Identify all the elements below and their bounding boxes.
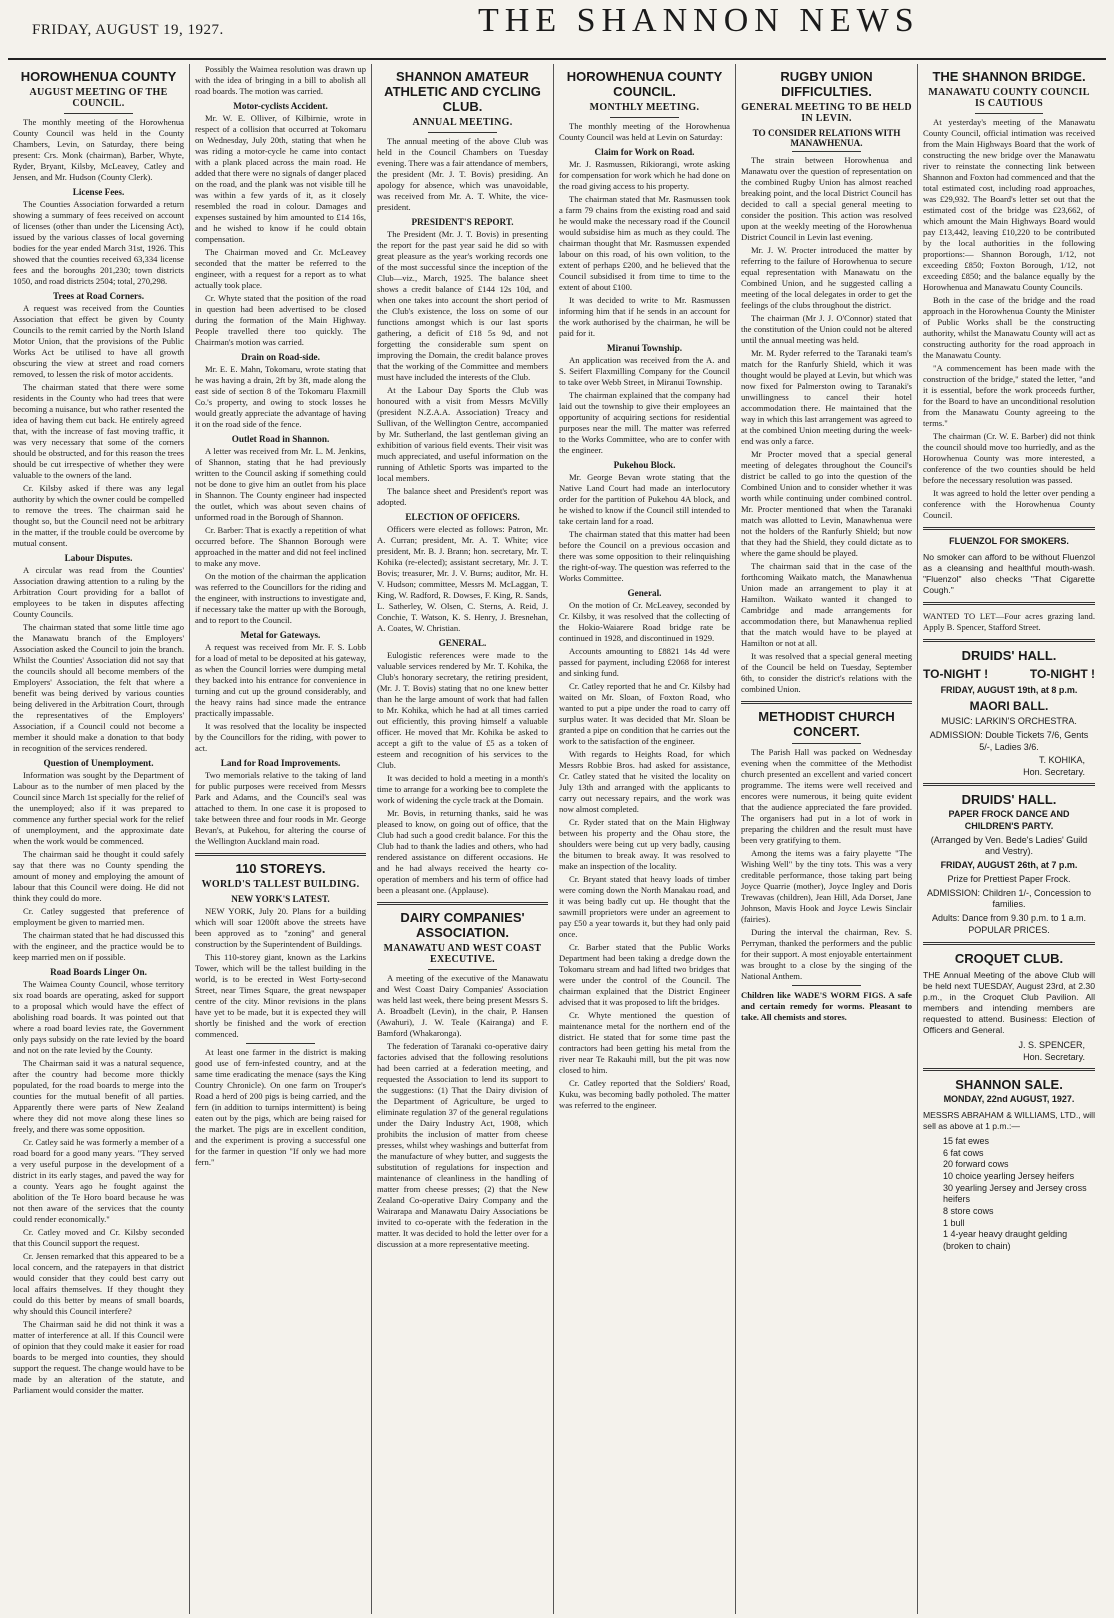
paragraph: Mr Procter moved that a special general meeting of delegates throughout the Council's district be called to go into the question of the Combined Union and to consider whether it was worth while continuing under combined control. Mr. Procter mentioned that when the Taranaki match was allotted to Levin, Manawhenua were not the holders of the Ranfurly Shield; but now that they had the Shield, they could dictate as to where the game should be played.: [741, 448, 912, 558]
paragraph: On the motion of the chairman the application was referred to the Councillors for the riding and the engineer, with instructions to investigate and, if necessary take the matter up with the Borough, and to report to the Council.: [195, 571, 366, 625]
article-subtitle: MONTHLY MEETING.: [589, 101, 700, 113]
ad-text: No smoker can afford to be without Fluenzol as a cleansing and healthful mouth-wash. "Fluenzol" also checks "That Cigarette Cough.": [923, 551, 1095, 595]
paragraph: With regards to Heights Road, for which Messrs Robbie Bros. had asked for assistance, Cr. Catley stated that he visited the locality on July 13th and arranged with the applicants to carry out necessary repairs, and the work was now almost completed.: [559, 748, 730, 814]
paragraph: The monthly meeting of the Horowhenua County Council was held at Levin on Saturday:: [559, 120, 730, 142]
druids-hall-ad-2: [923, 792, 1095, 936]
ad-signature-role: Hon. Secretary.: [1023, 1052, 1085, 1063]
section-divider: [923, 942, 1095, 945]
article-subtitle: WORLD'S TALLEST BUILDING.: [201, 878, 360, 890]
paragraph: Cr. Bryant stated that heavy loads of timber were coming down the North Manakau road, and it was being badly cut up. He thought that the sawmill proprietors were under an agreement to pay £50 a year towards it, but they had only paid once.: [559, 873, 730, 939]
divider: [792, 985, 860, 986]
paragraph: The Parish Hall was packed on Wednesday evening when the committee of the Methodist church presented an excellent and varied concert programme. The items were well received and encores were numerous, it being quite evident that the audience appreciated the fare provided. The organisers had put in a lot of work in preparing the children and the result must have been very gratifying to them.: [741, 746, 912, 845]
paragraph: Cr. Catley moved and Cr. Kilsby seconded that this Council support the request.: [13, 1226, 184, 1248]
worm-figs-ad: Children like WADE'S WORM FIGS. A safe and certain remedy for worms. Pleasant to take. All chemists and stores.: [741, 989, 912, 1022]
paragraph: Both in the case of the bridge and the road approach in the Horowhenua County the Minister of Public Works shall be the constructing authority, whilst the Manawatu County will act as constructing authority for the road approach in the Manawatu County.: [923, 294, 1095, 360]
paragraph: The chairman stated that he had discussed this with the engineer, and the practice would be to keep married men on if possible.: [13, 929, 184, 962]
sale-item: 15 fat ewes: [943, 1135, 990, 1146]
paragraph: An application was received from the A. and S. Seifert Flaxmilling Company for the Council to take over Webb Street, in Miranui Township.: [559, 354, 730, 387]
paragraph: Cr. Catley suggested that preference of employment be given to married men.: [13, 905, 184, 927]
section-divider: [923, 783, 1095, 786]
subhead: Miranui Township.: [606, 342, 683, 353]
druids-hall-ad-1: [923, 648, 1095, 778]
divider: [428, 969, 496, 970]
paragraph: "A commencement has been made with the construction of the bridge," stated the letter, "and it is essential, before the work proceeds further, for the Board to have an unconditional resolution from the Manawatu County agreeing to the terms.": [923, 362, 1095, 428]
ad-admission: ADMISSION: Children 1/-, Concession to families.: [926, 887, 1092, 910]
shannon-sale-ad: [923, 1077, 1095, 1253]
paragraph: A meeting of the executive of the Manawatu and West Coast Dairy Companies' Association was held last week, there being present Messrs S. A. Broadbelt (Levin), in the chair, P. Hansen (Awahuri), J. W. Teale (Kairanga) and F. Bamford (Whakaronga).: [377, 972, 548, 1038]
paragraph: A circular was read from the Counties' Association drawing attention to a ruling by the Arbitration Court providing for a ballot of employees to be taken in disputes affecting County Councils.: [13, 564, 184, 619]
paragraph: A request was received from Mr. F. S. Lobb for a load of metal to be deposited at his gateway, as when the Council lorries were dumping metal they backed into his entrance for convenience in turning and cut up the ground considerably, and the heavy rains had since made the entrance practically impassable.: [195, 642, 366, 718]
paragraph: At least one farmer in the district is making good use of fern-infested country, and at the same time eradicating the menace (says the King Country Chronicle). On one farm on Trouper's Road a herd of 200 pigs is being carried, and the fern (in addition to turnips intermittent) is being eaten out by the pigs, which are being raised for the market. The pigs are in excellent condition, and the experiment is proving a successful one for the farmer in question "If only we had more fern.": [195, 1046, 366, 1167]
paragraph: The chairman said that in the case of the forthcoming Waikato match, the Manawhenua Union made an arrangement to play it at Hamilton. Waikato wanted it changed to Cambridge and made arrangements for accommodation there, but Manawhenua replied that the match would have to be played at Hamilton or not at all.: [741, 560, 912, 648]
subhead: Outlet Road in Shannon.: [231, 434, 330, 444]
column-1: [8, 64, 190, 1614]
ad-signature: J. S. SPENCER,: [1018, 1040, 1085, 1051]
subhead: Claim for Work on Road.: [594, 146, 695, 157]
column-3: [372, 64, 554, 1614]
subhead: Drain on Road-side.: [241, 352, 320, 362]
paragraph: The chairman stated that this matter had been before the Council on a previous occasion and there was some opposition to their relinquishing the right-of-way. The question was referred to the Works Committee.: [559, 528, 730, 583]
paragraph: On the motion of Cr. McLeavey, seconded by Cr. Kilsby, it was resolved that the collecting of the Hokio-Waiarere Road bridge rate be continued in 1928, and discontinued in 1929.: [559, 599, 730, 643]
article-title-storeys: 110 STOREYS.: [235, 861, 326, 876]
article-subtitle: MANAWATU AND WEST COAST EXECUTIVE.: [383, 942, 542, 965]
subhead: Land for Road Improvements.: [220, 758, 341, 768]
paragraph: Mr. W. E. Olliver, of Kilbirnie, wrote in respect of a collision that occurred at Tokomaru on Wednesday, July 20th, stating that when he was riding a motor-cycle he came into contact with a plank placed across the main road. He added that there were no signals of danger placed on the road, and the plank was not visible till he was within a few yards of it, as it closely resembled the road in colour. Damages and expenses sustained by him amounted to £14 16s, and he wished to know if he could obtain compensation.: [195, 113, 366, 244]
paragraph: Cr. Barber: That is exactly a repetition of what occurred before. The Shannon Borough were approached in the matter and did not feel inclined to make any move.: [195, 525, 366, 568]
paragraph: Accounts amounting to £8821 14s 4d were passed for payment, including £2068 for interest and sinking fund.: [559, 645, 730, 678]
tonight-left: TO-NIGHT !: [923, 666, 989, 681]
paragraph: Cr. Catley reported that the Soldiers' Road, Kuku, was becoming badly potholed. The matter was referred to the engineer.: [559, 1077, 730, 1110]
section-divider: [923, 639, 1095, 642]
section-divider: [923, 602, 1095, 605]
paragraph: Information was sought by the Department of Labour as to the number of men placed by the Council since March 1st specially for the relief of the unemployed; also if it was prepared to commence any further special work for the relief of unemployment, and the approximate date when the work would be commenced.: [13, 769, 184, 846]
article-title-county-council: HOROWHENUA COUNTY COUNCIL.: [566, 69, 723, 99]
column-2: [190, 64, 372, 1614]
ad-event: MAORI BALL.: [969, 699, 1049, 714]
paragraph: The Waimea County Council, whose territory six road boards are operating, asked for support to a proposal which would have the effect of abolishing road boards. It was pointed out that where a road board levies rate, the Government only pays subsidy on the rate levied by the board and not on the rate levied by the County.: [13, 978, 184, 1055]
paragraph: Two memorials relative to the taking of land for public purposes were received from Messrs Park and Adams, and the Council's seal was attached to them. In one case it is proposed to take between three and four roods in Mr. George Bevan's, at Pukehou, for altering the course of the Wellington Auckland main road.: [195, 770, 366, 846]
sale-item: 20 forward cows: [943, 1159, 1009, 1170]
article-title-dairy: DAIRY COMPANIES' ASSOCIATION.: [400, 909, 525, 940]
paragraph: The Counties Association forwarded a return showing a summary of fees received on account of licenses (other than under the Licensing Act), issued by the various classes of local governing bodies for the year ended March 31st, 1926. This showed that the counties received 63,334 license fees and the boroughs 201,230; town districts 1050, and road districts 2504; total, 270,298.: [13, 198, 184, 286]
sale-item: 30 yearling Jersey and Jersey cross heifers: [943, 1182, 1087, 1205]
divider: [610, 117, 678, 118]
article-kicker: TO CONSIDER RELATIONS WITH MANAWHENUA.: [752, 127, 901, 148]
wanted-ad: WANTED TO LET—Four acres grazing land. Apply B. Spencer, Stafford Street.: [923, 610, 1095, 632]
article-title-rugby: RUGBY UNION DIFFICULTIES.: [780, 69, 873, 99]
ad-signature-role: Hon. Secretary.: [1023, 767, 1085, 778]
section-divider: [741, 701, 912, 704]
paragraph: The chairman said he thought it could safely say that there was no County spending the amount of money and employing the amount of labour that this Council were doing. He did not think they could do more.: [13, 848, 184, 903]
section-divider: [377, 902, 548, 905]
section-divider: [923, 1068, 1095, 1071]
paragraph: A request was received from the Counties Association that effect be given by County Councils to the remit carried by the North Island Motor Union, that the provisions of the Public Works Act be utilised to have all growth obscuring the view at street and road corners removed, to lessen the risk of motor accidents.: [13, 302, 184, 379]
paragraph: Cr. Ryder stated that on the Main Highway between his property and the Ohau store, the shoulders were being cut up very badly, causing the bitumen to break away. It was resolved to make an inspection of the locality.: [559, 816, 730, 871]
ad-arranged: (Arranged by Ven. Bede's Ladies' Guild and Vestry).: [930, 834, 1088, 857]
paragraph: It was decided to write to Mr. Rasmussen informing him that if he sends in an account for the work authorised by the chairman, he will be paid for it.: [559, 294, 730, 338]
divider: [246, 1043, 314, 1044]
paragraph: Mr. Bovis, in returning thanks, said he was pleased to know, on going out of office, that the Club had such a good credit balance. For this the Club had to thank the ladies and others, who had rendered assistance on different occasions. He and he had always received the hearty co-operation of members and his term of office had been a pleasant one. (Applause).: [377, 807, 548, 895]
ad-title: DRUIDS' HALL.: [961, 792, 1057, 808]
divider: [428, 132, 496, 133]
sale-item: 1 bull: [943, 1217, 965, 1228]
subhead: Pukehou Block.: [613, 459, 676, 470]
paragraph: Mr. J. W. Procter introduced the matter by referring to the failure of Horowhenua to secure equal representation with Manawatu on the Combined Union, and he suggested calling a meeting of the local delegates in order to get the feelings of the clubs throughout the district.: [741, 244, 912, 310]
paragraph: The balance sheet and President's report was adopted.: [377, 485, 548, 507]
paragraph: Possibly the Waimea resolution was drawn up with the idea of bringing in a bill to abolish all road boards. The motion was carried.: [195, 64, 366, 96]
sale-item: 1 4-year heavy draught gelding (broken to chain): [943, 1229, 1068, 1252]
subhead: Question of Unemployment.: [43, 757, 154, 768]
paragraph: At the Labour Day Sports the Club was honoured with a visit from Messrs McVilly (president N.Z.A.A. Association) Treacy and Sullivan, of the Wellington Centre, accompanied by Mr. Sutherland, the last gentleman giving an exhibition of various field events. Their visit was much appreciated, and useful information on the running of Athletic Sports was imparted to the local members.: [377, 384, 548, 483]
paragraph: Officers were elected as follows: Patron, Mr. A. Curran; president, Mr. A. T. White; vice president, Mr. B. J. Brann; hon. secretary, Mr. T. Kohika (re-elected); assistant secretary, Mr. J. T. Bovis; treasurer, Mr. J. V. Burns; auditor, Mr. H. V. Hudson; committee, Messrs M. McLaggan, T. King, W. Radford, R. Dowses, F. King, R. Sands, L. Satherley, W. Olsen, C. Sterns, A. Reid, J. Conchie, T. Watson, K. S. Henry, J. Bresnehan, A. Coates, W. Christian.: [377, 523, 548, 633]
dateline: FRIDAY, AUGUST 19, 1927.: [32, 22, 224, 38]
paragraph: The chairman stated that some little time ago the Manawatu branch of the Employers' Association asked the Council to join the branch. Whilst the Counties' Association did not say that the councils should all become members of the Employers' Association, the felt that where a benefit was being derived by various counties being delivered in the Arbitration Court, through the representatives of the Employers' Association, if a Council could not become a member it should make a donation to that body in recognition of the services rendered.: [13, 621, 184, 753]
ad-intro: MESSRS ABRAHAM & WILLIAMS, LTD., will sell as above at 1 p.m.:—: [923, 1109, 1095, 1131]
article-title-methodist: METHODIST CHURCH CONCERT.: [758, 708, 895, 739]
paragraph: A letter was received from Mr. L. M. Jenkins, of Shannon, stating that he had previously written to the Council asking if something could not be done to give him an outlet from his place in Shannon. The County engineer had inspected the outlet, which was about seven chains of unformed road in the Borough of Shannon.: [195, 446, 366, 522]
subhead: Motor-cyclists Accident.: [233, 101, 328, 111]
paragraph: Among the items was a fairy playette "The Wishing Well" by the tiny tots. This was a very creditable performance, those taking part being Joyce Quarrie (mother), Joyce Ingley and Doris Trewavas (children), Jean Hill, Ada Dorset, Jane Johnson, Mavis Hook and Joyce Lewis Sinclair (fairies).: [741, 847, 912, 924]
paragraph: The strain between Horowhenua and Manawatu over the question of representation on the combined Rugby Union has almost reached breaking point, and the local District Council has decided to call a special general meeting to consider the position. This action was resolved upon at the weekly meeting of the Horowhenua District Council in Levin last evening.: [741, 154, 912, 242]
article-subtitle: ANNUAL MEETING.: [412, 116, 513, 128]
sale-item: 8 store cows: [943, 1206, 994, 1217]
tonight-banner: [923, 667, 1095, 681]
section-divider: [195, 853, 366, 856]
paragraph: It was resolved that the locality be inspected by the Councillors for the riding, with power to act.: [195, 721, 366, 753]
paragraph: Cr. Jensen remarked that this appeared to be a local concern, and the ratepayers in that district would consider that they could best carry out local affairs themselves. If they thought they could do this better by means of small boards, why should this Council interfere?: [13, 1250, 184, 1316]
paragraph: The annual meeting of the above Club was held in the Council Chambers on Tuesday evening. There was a fair attendance of members, the president (Mr. J. T. Bovis) presiding. An apology for absence, which was unavoidable, was received from Mr. A. T. White, the vice-president.: [377, 135, 548, 212]
paragraph: Mr. George Bevan wrote stating that the Native Land Court had made an interlocutory order for the partition of Pukehou 4A block, and he wished to know if the Council still intended to take certain land for a road.: [559, 471, 730, 526]
subhead: Metal for Gateways.: [240, 630, 321, 640]
paragraph: Cr. Whyte stated that the position of the road in question had been advertised to be closed during the formation of the Main Highway. People travelled there too quickly. The Chairman's motion was carried.: [195, 293, 366, 347]
divider: [792, 151, 860, 152]
paragraph: Cr. Kilsby asked if there was any legal authority by which the owner could be compelled to remove the trees. The chairman said he thought so, but the Council need not be arbitrary in the matter, if the trouble could be overcome by mutual consent.: [13, 482, 184, 548]
subhead: License Fees.: [72, 186, 125, 197]
article-subtitle: AUGUST MEETING OF THE COUNCIL.: [29, 86, 168, 109]
paragraph: Cr. Whyte mentioned the question of maintenance metal for the northern end of the district. He stated that for some time past the contractors had been getting his metal from the river near Te Rakauhi mill, but the pit was now closed to him.: [559, 1009, 730, 1075]
paragraph: Cr. Catley reported that he and Cr. Kilsby had waited on Mr. Sloan, of Foxton Road, who wanted to put a pipe under the road to carry off surplus water. It was decided that Mr. Sloan be granted a pipe on condition that he carries out the work to the satisfaction of the engineer.: [559, 680, 730, 746]
paragraph: The monthly meeting of the Horowhenua County Council was held in the County Chambers, Levin, on Saturday, there being present: Crs. Monk (chairman), Barber, Whyte, Ryder, Bryant, Kilsby, McLeavey, Catley and Jensen, and Mr. Hudson (County Clerk).: [13, 116, 184, 182]
subhead: Labour Disputes.: [64, 552, 133, 563]
ad-date: FRIDAY, AUGUST 19th, at 8 p.m.: [940, 684, 1078, 695]
paragraph: The Chairman said he did not think it was a matter of interference at all. If this Council were of opinion that they could make it easier for road boards to be merged into counties, they should support the request. The change would have to be made by an alteration of the statute, and Parliament would consider the matter.: [13, 1318, 184, 1395]
ad-prize: Prize for Prettiest Paper Frock.: [947, 873, 1071, 884]
paragraph: The chairman stated that Mr. Rasmussen took a farm 79 chains from the existing road and said he would make the necessary road if the Council would subsidise him as much as they could. The chairman thought that Mr. Rasmussen expended labour on this road, of his own volition, to the extent of perhaps £200, and he believed that the Council subsidised it from time to time to the extent of about £100.: [559, 193, 730, 292]
paragraph: This 110-storey giant, known as the Larkins Tower, which will be the tallest building in the world, is to be erected in West Forty-second Street, near Times Square, the great newspaper centre of the city. Minor revisions in the plans have yet to be made, but it is expected they will shortly be finished and the work of erection commenced.: [195, 951, 366, 1039]
paragraph: Mr. M. Ryder referred to the Taranaki team's match for the Ranfurly Shield, which it was thought would be played at Levin, but which was now fixed for Palmerston owing to Taranaki's unwillingness to cancel their hotel accommodation there. He maintained that the way in which this last arrangement was agreed to at the combined Union meeting during the week-end was only a farce.: [741, 347, 912, 446]
article-title-bridge: THE SHANNON BRIDGE.: [932, 69, 1086, 84]
sale-item: 6 fat cows: [943, 1147, 984, 1158]
paragraph: Cr. Catley said he was formerly a member of a road board for a good many years. "They served a very useful purpose in the development of a district in its early stages, and paved the way for a county. Years ago he fought against the abolition of the Te Horo board because he was not then aware of the services that the county could render economically.": [13, 1136, 184, 1224]
ad-signature: T. KOHIKA,: [1038, 755, 1085, 766]
article-title-horowhenua: HOROWHENUA COUNTY: [20, 69, 177, 84]
article-subtitle: MANAWATU COUNTY COUNCIL IS CAUTIOUS: [928, 86, 1090, 109]
divider: [792, 743, 860, 744]
paragraph: Cr. Barber stated that the Public Works Department had been taking a dredge down the Tokomaru stream and had lifted two bridges that were under the control of the Council. The chairman explained that the District Engineer advised that it was proposed to lift the bridges.: [559, 941, 730, 1007]
subhead: PRESIDENT'S REPORT.: [411, 216, 514, 227]
paragraph: Mr. E. E. Mahn, Tokomaru, wrote stating that he was having a drain, 2ft by 3ft, made along the east side of section 8 of the Tokomaru Flaxmill Co.'s property, and owing to stock losses he would greatly appreciate the advantage of having it on the road side of the fence.: [195, 364, 366, 429]
ad-title: FLUENZOL FOR SMOKERS.: [949, 535, 1069, 546]
divider: [975, 113, 1044, 114]
paragraph: NEW YORK, July 20. Plans for a building which will soar 1200ft above the streets have been approved as to "zoning" and general construction by the Superintendent of Buildings.: [195, 905, 366, 949]
subhead: GENERAL.: [438, 637, 487, 648]
ad-text: THE Annual Meeting of the above Club will be held next TUESDAY, August 23rd, at 2.30 p.m., in the Croquet Club Pavilion. All members and intending members are requested to attend. Business: Election of Officers and General.: [923, 970, 1095, 1036]
article-title-athletic: SHANNON AMATEUR ATHLETIC AND CYCLING CLUB.: [384, 69, 541, 114]
paragraph: The chairman explained that the company had laid out the township to give their employees an opportunity of acquiring sections for residential purposes near the mill. The matter was referred to the Works Committee, who are to confer with the engineer.: [559, 389, 730, 455]
tonight-right: TO-NIGHT !: [1029, 666, 1095, 681]
ad-date: MONDAY, 22nd AUGUST, 1927.: [943, 1094, 1075, 1105]
subhead: Trees at Road Corners.: [52, 290, 144, 301]
article-subtitle: GENERAL MEETING TO BE HELD IN LEVIN.: [741, 101, 912, 124]
masthead: [8, 0, 1106, 60]
paragraph: The Chairman moved and Cr. McLeavey seconded that the matter be referred to the engineer, with a request for a report as to what actually took place.: [195, 247, 366, 290]
paragraph: Eulogistic references were made to the valuable services rendered by Mr. T. Kohika, the Club's honorary secretary, the retiring president, (Mr. J. T. Bovis) stating that no one knew better than he the large amount of work that had fallen to Mr. Kohika, which he had at all times carried out efficiently, this proving himself a valuable officer. He moved that Mr. Kohika be asked to accept a gift to the value of £5 as a token of esteem and recognition of his services to the Club.: [377, 649, 548, 770]
subhead: General.: [627, 587, 662, 598]
ad-date: FRIDAY, AUGUST 26th, at 7 p.m.: [940, 860, 1078, 871]
paragraph: The President (Mr. J. T. Bovis) in presenting the report for the past year said he did so with great pleasure as the year's working records one of the most successful since the inception of the Club—viz., March, 1925. The balance sheet shows a credit balance of £144 12s 10d, and when one takes into account the short period of the Club's existence, the loss on some of our functions amongst which is our last sports gathering, a deficit of £18 5s 9d, and not forgetting the considerable sum spent on improving the Domain, the credit balance proves that the working of the Committee and members must have included the interests of the Club.: [377, 228, 548, 382]
ad-title: SHANNON SALE.: [955, 1077, 1063, 1093]
paragraph: The chairman (Mr J. J. O'Connor) stated that the constitution of the Union could not be altered until the annual meeting was held.: [741, 312, 912, 345]
newspaper-title: THE SHANNON NEWS: [478, 2, 920, 39]
column-5: [736, 64, 918, 1614]
fluenzol-ad: [923, 536, 1095, 596]
sale-items: [943, 1136, 1095, 1253]
section-divider: [923, 527, 1095, 530]
paragraph: During the interval the chairman, Rev. S. Perryman, thanked the performers and the public for their support. A most enjoyable entertainment was brought to a close by the singing of the National Anthem.: [741, 926, 912, 981]
paragraph: The chairman stated that there were some residents in the County who had trees that were becoming a nuisance, but who rather resented the idea of having them cut back. He entirely agreed that, with the increase of fast moving traffic, it was very necessary that some of the corners should be obstructed, and for this reason the trees should be cut irrespective of whether they were valuable to the owners of the land.: [13, 381, 184, 480]
ad-title: CROQUET CLUB.: [954, 951, 1064, 967]
columns: [8, 64, 1106, 1614]
paragraph: Mr. J. Rasmussen, Rikiorangi, wrote asking for compensation for work which he had done on the road giving access to his property.: [559, 158, 730, 191]
ad-admission: ADMISSION: Double Tickets 7/6, Gents 5/-, Ladies 3/6.: [929, 730, 1089, 752]
ad-event: PAPER FROCK DANCE AND CHILDREN'S PARTY.: [948, 809, 1070, 832]
paragraph: It was agreed to hold the letter over pending a conference with the Horowhenua County Council.: [923, 487, 1095, 520]
subhead: Road Boards Linger On.: [50, 966, 147, 977]
croquet-club-ad: [923, 951, 1095, 1062]
article-kicker: NEW YORK'S LATEST.: [231, 893, 330, 904]
divider: [64, 113, 132, 114]
ad-music: MUSIC: LARKIN'S ORCHESTRA.: [941, 716, 1077, 727]
paragraph: The federation of Taranaki co-operative dairy factories advised that the following resolutions had been carried at a federation meeting, and requested the Association to lend its support to the suggestions: (1) That the Dairy division of the Department of Agriculture, be urged to eliminate regulation 37 of the general regulations under the Dairy Industry Act, 1908, which prohibits the inclusion of matter from cheese presses, whilst whey washings and butterfat from the manufacture of whey butter, and suggests the substitution of regulations for inspection and maintenance of cleanliness in the handling of matter from cheese presses; (2) that the New Zealand Co-operative Dairy Company and the Wairarapa and Manawatu Dairy Associations be invited to co-operate with the federation in the matter. It was decided to hold the letter over for a discussion at a more representative meeting.: [377, 1040, 548, 1249]
subhead: ELECTION OF OFFICERS.: [405, 511, 520, 522]
paragraph: It was decided to hold a meeting in a month's time to arrange for a working bee to complete the work of widening the cycle track at the Domain.: [377, 772, 548, 805]
ad-title: DRUIDS' HALL.: [961, 647, 1057, 663]
sale-item: 10 choice yearling Jersey heifers: [943, 1171, 1075, 1181]
column-6: [918, 64, 1100, 1614]
paragraph: At yesterday's meeting of the Manawatu County Council, official intimation was received from the Main Highways Board that the work of constructing the new bridge over the Manawatu river to reinstate the connecting link between Shannon and Foxton had commenced and that the total estimated cost, including road approaches, was £29,932. The Board's letter set out that the estimated cost of the bridge was £23,662, of which amount the Main Highways Board would pay £13,442, leaving £10,220 to be contributed by the local authorities in the following proportions:— Shannon Borough, 1/12, not exceeding £850; Foxton Borough, 1/12, not exceeding £850; and the balance equally by the Horowhenua and Manawatu County Councils.: [923, 116, 1095, 292]
paragraph: The chairman (Cr. W. E. Barber) did not think the council should move too hurriedly, and as the Horowhenua County was more interested, a conference of the two counties should be held before the necessary resolution was passed.: [923, 430, 1095, 485]
paragraph: It was resolved that a special general meeting of the Council be held on Tuesday, September 6th, to consider the district's relations with the combined Union.: [741, 650, 912, 694]
column-4: [554, 64, 736, 1614]
ad-adults: Adults: Dance from 9.30 p.m. to 1 a.m. POPULAR PRICES.: [931, 912, 1087, 935]
paragraph: The Chairman said it was a natural sequence, after the country had become more thickly populated, for the road boards to merge into the counties for the mutual benefit of all parties. Apparently there were parts of New Zealand where they did not move along these lines so freely, and there was some opposition.: [13, 1057, 184, 1134]
